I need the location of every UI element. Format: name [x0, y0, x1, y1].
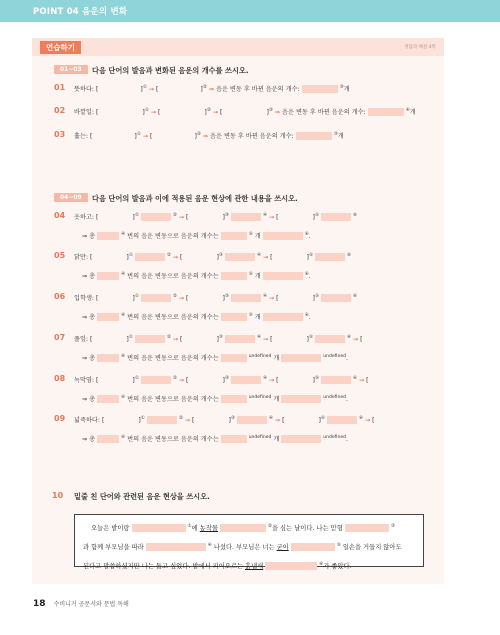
result-row: ⇒ 총 ④ 번의 음운 변동으로 음운의 개수는 ⑤ 개 ⑥. [82, 271, 311, 280]
question-number: 08 [54, 374, 66, 383]
card-header [32, 38, 444, 56]
word-label: 풀잎: [ [74, 336, 93, 343]
phenomenon-blank[interactable] [315, 253, 345, 261]
pronunciation-row: 뜻하다: [ ]① → [ ]② ⇒ 음운 변동 후 바뀐 음운의 개수: ③개 [74, 84, 350, 93]
result-lead: ⇒ 총 [82, 314, 96, 321]
phenomenon-blank[interactable] [321, 213, 351, 221]
result-lead: ⇒ 총 [82, 273, 96, 280]
answer-blank[interactable] [97, 395, 119, 403]
book-title: 수비니거 공문서와 문법 독해 [53, 601, 129, 608]
question-number: 06 [54, 292, 66, 301]
underlined-word: 흙냄새 [245, 563, 264, 571]
answer-blank[interactable] [302, 85, 338, 93]
answer-blank[interactable] [97, 272, 119, 280]
result-row: ⇒ 총 ④ 번의 음운 변동으로 음운의 개수는 ⑤ 개 ⑥. [82, 231, 311, 240]
phenomenon-blank[interactable] [315, 335, 345, 343]
phenomenon-blank[interactable] [231, 213, 261, 221]
answer-blank[interactable] [220, 524, 266, 532]
result-lead: ⇒ 총 [82, 355, 96, 362]
question-number: 01 [54, 83, 66, 92]
question-number: 09 [54, 414, 66, 423]
result-text: 번의 음운 변동으로 음운의 개수는 [127, 436, 219, 443]
answer-blank[interactable] [263, 272, 303, 280]
result-row: ⇒ 총 ⑥ 번의 음운 변동으로 음운의 개수는 $^{undefined}$ 개 $^{undefined}$. [82, 434, 348, 443]
unit-label: 개 [254, 233, 261, 240]
answer-blank[interactable] [281, 435, 321, 443]
passage-text: 가 좋았다. [323, 563, 352, 571]
passage-text: 일손을 거들지 않아도 [342, 544, 402, 552]
pronunciation-row: 닭만: [ ]① ② → [ ]③ ④ → [ ]⑤ ⑥ [74, 252, 352, 261]
result-text: 번의 음운 변동으로 음운의 개수는 [127, 314, 219, 321]
phenomenon-blank[interactable] [225, 335, 255, 343]
pronunciation-row: 넓죽하다: [ ]① ② → [ ]③ ④ → [ ]⑤ ⑥ → [ [74, 415, 375, 424]
word-label: 녹막염: [ [74, 377, 99, 384]
q10-number: 10 [52, 491, 64, 500]
word-label: 뜻하다: [ [74, 86, 99, 93]
answer-blank[interactable] [281, 395, 321, 403]
underlined-word: 굳이 [276, 544, 289, 552]
unit-label: 개 [254, 273, 261, 280]
passage-text: 나섰다. 부모님은 너는 [213, 544, 275, 552]
range-pill-04-09: 04~09 [54, 193, 88, 202]
question-number: 03 [54, 130, 66, 139]
answer-blank[interactable] [132, 524, 186, 532]
answer-blank[interactable] [291, 543, 335, 551]
word-label: 닭만: [ [74, 254, 93, 261]
phenomenon-blank[interactable] [321, 294, 351, 302]
passage-line-2: 과 함께 부모님을 따라 ④ 나섰다. 부모님은 너는 굳이 ⑤ 일손을 거들지 않아도 [83, 543, 402, 552]
phenomenon-blank[interactable] [147, 416, 177, 424]
result-row: ⇒ 총 ④ 번의 음운 변동으로 음운의 개수는 ⑤ 개 ⑥. [82, 312, 311, 321]
question-number: 07 [54, 333, 66, 342]
answer-blank[interactable] [221, 272, 247, 280]
pronunciation-row: 바깥일: [ ]① → [ ]② → [ ]③ ⇒ 음운 변동 후 바뀐 음운의 개수: ④개 [74, 107, 416, 116]
answer-blank[interactable] [97, 435, 119, 443]
word-label: 넓죽하다: [ [74, 417, 105, 424]
pronunciation-row: 홅는: [ ]① → [ ]② ⇒ 음운 변동 후 바뀐 음운의 개수: ③개 [74, 131, 344, 140]
word-label: 바깥일: [ [74, 109, 99, 116]
answer-blank[interactable] [221, 354, 247, 362]
passage-text: 을 심는 날이다. 나는 맏형 [271, 525, 343, 533]
passage-text: 에 [191, 525, 198, 533]
passage-text: 된다고 말씀하셨지만 나는 돕고 싶었다. 밭에서 피어오르는 [83, 563, 243, 571]
answer-blank[interactable] [97, 313, 119, 321]
phenomenon-blank[interactable] [231, 294, 261, 302]
phenomenon-blank[interactable] [141, 213, 171, 221]
section1-instruction: 다음 단어의 발음과 변화된 음운의 개수를 쓰시오. [92, 66, 249, 75]
phenomenon-blank[interactable] [327, 416, 357, 424]
question-number: 02 [54, 106, 66, 115]
answer-blank[interactable] [281, 354, 321, 362]
result-text: 번의 음운 변동으로 음운의 개수는 [127, 355, 219, 362]
arrow-text: 음운 변동 후 바뀐 음운의 개수: [216, 86, 300, 93]
unit-label: 개 [273, 396, 280, 403]
phenomenon-blank[interactable] [237, 416, 267, 424]
passage-text: 과 함께 부모님을 따라 [83, 544, 144, 552]
answer-blank[interactable] [263, 232, 303, 240]
result-text: 번의 음운 변동으로 음운의 개수는 [127, 233, 219, 240]
answer-blank[interactable] [221, 313, 247, 321]
passage-line-1: 오늘은 밭이랑 ①에 농작물 ②을 심는 날이다. 나는 맏형 ③ [91, 524, 395, 533]
result-row: ⇒ 총 ⑥ 번의 음운 변동으로 음운의 개수는 $^{undefined}$ 개 $^{undefined}$. [82, 394, 348, 403]
answer-blank[interactable] [221, 232, 247, 240]
arrow-text: 음운 변동 후 바뀐 음운의 개수: [210, 133, 294, 140]
passage-line-3: 된다고 말씀하셨지만 나는 돕고 싶었다. 밭에서 피어오르는 흙냄새 ⑥가 좋았다. [83, 562, 352, 571]
answer-blank[interactable] [221, 435, 247, 443]
q10-instruction: 밑줄 친 단어와 관련된 음운 현상을 쓰시오. [74, 492, 210, 501]
pronunciation-row: 옷하고: [ ]① ② → [ ]③ ④ → [ ]⑤ ⑥ [74, 212, 358, 221]
question-number: 05 [54, 251, 66, 260]
phenomenon-blank[interactable] [141, 294, 171, 302]
unit-label: 개 [254, 314, 261, 321]
word-label: 홅는: [ [74, 133, 93, 140]
phenomenon-blank[interactable] [141, 376, 171, 384]
practice-tag: 연습하기 [40, 41, 81, 54]
question-number: 04 [54, 211, 66, 220]
unit-label: 개 [343, 86, 350, 93]
answer-blank[interactable] [263, 313, 303, 321]
answer-blank[interactable] [265, 562, 317, 570]
word-label: 입학생: [ [74, 295, 99, 302]
pronunciation-row: 녹막염: [ ]① ② → [ ]③ ④ → [ ]⑤ ⑥ → [ [74, 375, 369, 384]
phenomenon-blank[interactable] [225, 253, 255, 261]
phenomenon-blank[interactable] [135, 335, 165, 343]
answer-blank[interactable] [368, 108, 404, 116]
section2-instruction: 다음 단어의 발음과 이에 적용된 음운 현상에 관한 내용을 쓰시오. [92, 194, 298, 203]
word-label: 옷하고: [ [74, 214, 99, 221]
result-text: 번의 음운 변동으로 음운의 개수는 [127, 396, 219, 403]
phenomenon-blank[interactable] [135, 253, 165, 261]
passage-text: 오늘은 밭이랑 [91, 525, 130, 533]
result-text: 번의 음운 변동으로 음운의 개수는 [127, 273, 219, 280]
unit-label: 개 [337, 133, 344, 140]
pronunciation-row: 풀잎: [ ]① ② → [ ]③ ④ → [ ]⑤ ⑥ → [ [74, 334, 363, 343]
unit-label: 개 [409, 109, 416, 116]
unit-label: 개 [273, 436, 280, 443]
answer-blank[interactable] [146, 543, 206, 551]
phenomenon-blank[interactable] [321, 376, 351, 384]
top-header-bar [0, 0, 500, 22]
result-lead: ⇒ 총 [82, 396, 96, 403]
answer-blank[interactable] [97, 232, 119, 240]
page-footer [33, 599, 129, 609]
result-row: ⇒ 총 ⑥ 번의 음운 변동으로 음운의 개수는 $^{undefined}$ 개 $^{undefined}$. [82, 353, 348, 362]
answer-note: 정답과 해설 4쪽 [404, 45, 436, 50]
practice-card [32, 38, 444, 584]
answer-blank[interactable] [97, 354, 119, 362]
header-title: POINT 04 음운의 변화 [33, 7, 128, 17]
underlined-word: 농작물 [199, 525, 218, 533]
unit-label: 개 [273, 355, 280, 362]
answer-blank[interactable] [296, 132, 332, 140]
answer-blank[interactable] [221, 395, 247, 403]
range-pill-01-03: 01~03 [54, 65, 88, 74]
phenomenon-blank[interactable] [231, 376, 261, 384]
arrow-text: 음운 변동 후 바뀐 음운의 개수: [282, 109, 366, 116]
passage-box [74, 514, 424, 571]
result-lead: ⇒ 총 [82, 436, 96, 443]
pronunciation-row: 입학생: [ ]① ② → [ ]③ ④ → [ ]⑤ ⑥ [74, 293, 358, 302]
page-number: 18 [33, 599, 46, 609]
result-lead: ⇒ 총 [82, 233, 96, 240]
answer-blank[interactable] [345, 524, 389, 532]
